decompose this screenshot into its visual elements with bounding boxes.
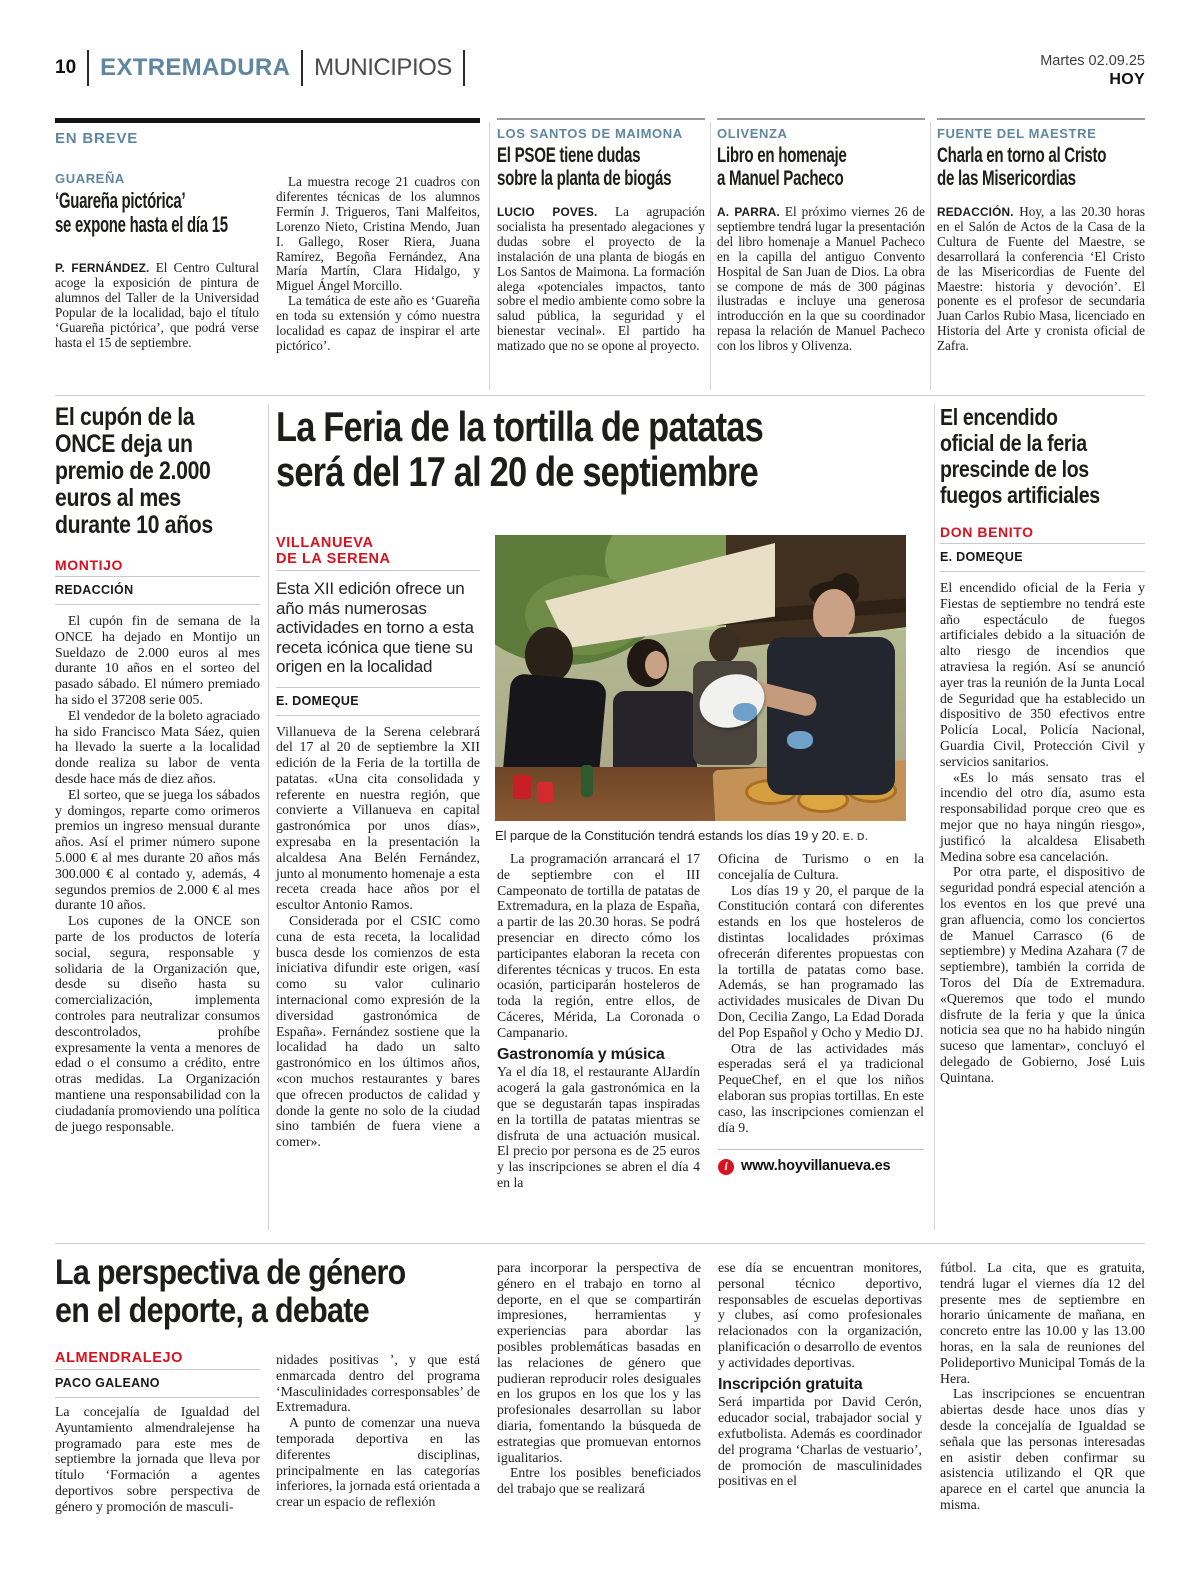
body-paragraph: Otra de las actividades más esperadas será el ya tradicional PequeChef, en el que los niños elaboran sus propias tortillas. En este caso, las inscripciones comienzan el día 9. (718, 1040, 924, 1135)
divider (489, 122, 490, 390)
body-paragraph: El sorteo, que se juega los sábados y domingos, reparte como orimeros premios un ingreso mensual durante años. Así el primer número supone 5.000 € al mes durante 20 años más 300.000 € al contado y, además, 4 segundos premios de 2.000 € al mes durante 10 años. (55, 786, 260, 913)
body-paragraph (55, 261, 259, 350)
body-paragraph: El encendido oficial de la Feria y Fiestas de septiembre no tendrá este año espectáculo de fuegos artificiales debido a la situación de alto riesgo de incendios que atraviesa la región. Así se anunció ayer tras la reunión de la Junta Local de Seguridad que ha establecido un dispositivo de 350 efectivos entre Policía Local, Policía Nacional, Guardia Civil, Protección Civil y servicios sanitarios. (940, 580, 1145, 769)
guarena-left-column (55, 171, 259, 354)
photo-person (645, 651, 667, 679)
headline-line: euros al mes (55, 484, 181, 512)
paragraph-text: Hoy, a las 20.30 horas en el Salón de Actos de la Casa de la Cultura de Fuente del Maestre, se desarrollará la conferencia ‘El Cristo de las Misericordias de Fuente del Maestre: historia y devoción’. El ponente es el profesor de secundaria Juan Carlos Rubio Masa, licenciado en Historia del Arte y cronista oficial de Zafra. (937, 204, 1146, 354)
body-paragraph: «Es lo más sensato tras el incendio del otro día, asumo esta responsabilidad porque creo que es mejor que no haya ningún riesgo», justificó la alcaldesa Elisabeth Medina sobre esa cancelación. (940, 769, 1145, 864)
genero-column-5 (940, 1260, 1145, 1513)
divider (55, 1243, 1145, 1244)
paragraph-text: El Centro Cultural acoge la exposición de pintura de alumnos del Taller de la Universidad Popular de la localidad, bajo el título ‘Guareña pictórica’, que podrá verse hasta el 15 de septiembre. (55, 260, 259, 350)
feria-column-b (718, 851, 924, 1175)
genero-column-2 (276, 1352, 480, 1510)
body-paragraph: Villanueva de la Serena celebrará del 17 al 20 de septiembre la XII edición de la Feria de la tortilla de patatas. «Una cita consolidada y referente en nuestra región, que convierte a Villanueva en capital gastronómica por unos días», expresaba en la presentación la alcaldesa Ana Belén Fernández, junto al monumento homenaje a esta receta creada hace años por el escultor Antonio Ramos. (276, 723, 480, 913)
body-paragraph: Entre los posibles beneficiados del trabajo que se realizará (497, 1465, 701, 1497)
paragraph-text: El próximo viernes 26 de septiembre tendrá lugar la presentación del libro homenaje a Manuel Pacheco en la capilla del antiguo Convento Hospital de San Juan de Dios. La obra se compone de más de 300 páginas ilustradas e incluye una generosa introducción en la que su coordinador repasa la relación de Manuel Pacheco con los libros y Olivenza. (717, 204, 926, 354)
headline-line: oficial de la feria (940, 430, 1087, 456)
genero-column-1 (55, 1404, 260, 1515)
photo-person (709, 627, 739, 663)
headline-line: de las Misericordias (937, 167, 1076, 190)
headline-line: El encendido (940, 404, 1058, 430)
photo-glove (733, 703, 757, 721)
divider (55, 1397, 260, 1398)
author-lead: A. PARRA. (717, 205, 780, 219)
photo-cook (767, 637, 895, 795)
feria-photo (495, 535, 906, 821)
info-icon: i (718, 1159, 734, 1175)
body-paragraph: Será impartida por David Cerón, educador social, trabajador social y exfutbolista. Además es coordinador del programa ‘Charlas de vestuario’, de promoción de masculinidades positivas en el (718, 1394, 922, 1489)
guarena-story (55, 171, 480, 354)
caption-text: El parque de la Constitución tendrá estands los días 19 y 20. (495, 828, 840, 843)
photo-red-cup (513, 775, 531, 799)
subhead: Inscripción gratuita (718, 1375, 863, 1393)
headline-line: fuegos artificiales (940, 482, 1100, 508)
section-title: EXTREMADURA (100, 54, 291, 81)
divider (940, 571, 1145, 572)
divider (268, 404, 269, 1230)
body-paragraph: El cupón fin de semana de la ONCE ha dejado en Montijo un Sueldazo de 2.000 euros al mes durante 10 años en el sorteo del pasado sábado. El número premiado ha sido el 37208 serie 005. (55, 613, 260, 707)
body-text (717, 205, 925, 354)
headline-line: prescinde de los (940, 456, 1089, 482)
brief-los-santos (497, 118, 705, 354)
divider (87, 50, 89, 86)
headline-line: durante 10 años (55, 511, 213, 539)
kicker-line: DE LA SERENA (276, 551, 391, 567)
body-paragraph: Por otra parte, el dispositivo de seguridad pondrá especial atención a los eventos en los que prevé una gran afluencia, como los conciertos de Manuel Carrasco (6 de septiembre) y Medina Azahara (7 de septiembre), también la corrida de Toros del Día de Extremadura. «Queremos que todo el mundo disfrute de la feria y que la única noticia sea que no ha habido ningún suceso que lamentar», concluyó el delegado de Gobierno, José Luis Quintana. (940, 864, 1145, 1085)
headline (940, 404, 1145, 508)
body-paragraph: Oficina de Turismo o en la concejalía de Cultura. (718, 851, 924, 882)
kicker-line: VILLANUEVA (276, 535, 374, 551)
divider (934, 404, 935, 1230)
headline-line: El cupón de la (55, 403, 195, 431)
brief-en-breve (55, 118, 480, 354)
feria-left-column (276, 535, 480, 1150)
body-paragraph: Los cupones de la ONCE son parte de los productos de lotería social, segura, responsable y solidaria de la Organización que, desde su diseño hasta su comercialización, implementa controles para neutralizar consumos descontrolados, prohíbe expresamente la venta a menores de edad o el consumo a crédito, entre otras medidas. La Organización mantiene una responsabilidad con la ciudadanía promoviendo una política de juego responsable. (55, 913, 260, 1134)
en-breve-label: EN BREVE (55, 130, 139, 147)
kicker: FUENTE DEL MAESTRE (937, 126, 1097, 141)
divider (55, 604, 260, 605)
byline: REDACCIÓN (55, 583, 134, 597)
feria-column-a (497, 851, 700, 1191)
body-paragraph: fútbol. La cita, que es gratuita, tendrá lugar el viernes día 12 del presente mes de septiembre en horario únicamente de mañana, en concreto entre las 10.00 y las 13.00 horas, en la sala de reuniones del Polideportivo Municipal Tomás de la Hera. (940, 1260, 1145, 1386)
divider (463, 50, 465, 86)
headline (55, 1254, 458, 1330)
body-paragraph (717, 205, 925, 354)
dateline (1040, 52, 1145, 90)
subsection-title: MUNICIPIOS (314, 54, 452, 81)
brief-fuente-del-maestre (937, 118, 1145, 354)
headline-line: La Feria de la tortilla de patatas (276, 403, 763, 450)
headline-line: premio de 2.000 (55, 457, 211, 485)
body-paragraph: El vendedor de la boleto agraciado ha sido Francisco Mata Sáez, quien ha llevado la suerte a la localidad donde realiza su labor de venta desde hace más de diez años. (55, 707, 260, 786)
kicker (276, 535, 480, 567)
encendido-story (940, 404, 1145, 1086)
body-paragraph: nidades positivas ’, y que está enmarcada dentro del programa ‘Masculinidades corresponsables’ de Extremadura. (276, 1352, 480, 1415)
headline-line: Charla en torno al Cristo (937, 144, 1107, 167)
date-text: Martes 02.09.25 (1040, 53, 1145, 69)
body-paragraph: La muestra recoge 21 cuadros con diferentes técnicas de los alumnos Fermín J. Trigueros, Tani Malfeitos, Lorenzo Nieto, Cristina Mendo, Juan I. Gallego, Roser Riera, Juana Ramírez, Begoña Fernández, Ana María Martín, Clara Hidalgo, y Miguel Ángel Morcillo. (276, 174, 480, 294)
genero-column-3 (497, 1260, 701, 1497)
body-text (276, 724, 480, 1151)
subhead: Gastronomía y música (497, 1045, 665, 1063)
body-paragraph: para incorporar la perspectiva de género en el trabajo en torno al deporte, en el que se compartirán impresiones, herramientas y experiencias para abordar las posibles problemáticas basadas en las relaciones de género que pudieran reproducir roles desiguales en los grupos en los que los y las profesionales desarrollan su labor diaria, fomentando la búsqueda de estrategias que promuevan entornos igualitarios. (497, 1260, 701, 1465)
body-paragraph (937, 205, 1145, 354)
author-lead: REDACCIÓN. (937, 205, 1014, 219)
headline (276, 404, 924, 494)
photo-caption (495, 828, 906, 843)
headline-line: La perspectiva de género (55, 1253, 406, 1292)
headline (717, 144, 925, 190)
author-lead: P. FERNÁNDEZ. (55, 261, 150, 275)
headline (937, 144, 1145, 190)
feria-story (276, 404, 924, 1230)
divider (301, 50, 303, 86)
photo-cook (813, 589, 855, 641)
body-text (55, 613, 260, 1134)
headline-line: será del 17 al 20 de septiembre (276, 448, 758, 495)
body-text (937, 205, 1145, 354)
deck: Esta XII edición ofrece un año más numerosas actividades en torno a esta receta icónica que tiene su origen en la localidad (276, 579, 474, 676)
headline-line: a Manuel Pacheco (717, 167, 844, 190)
genero-column-4 (718, 1260, 922, 1489)
divider (276, 570, 480, 571)
body-paragraph: La programación arrancará el 17 de septiembre con el III Campeonato de tortilla de patatas de Extremadura, en la plaza de España, a partir de las 20.30 horas. Se podrá presenciar en directo cómo los participantes elaboran la receta con diferentes técnicas y trucos. En esta ocasión, participarán hosteleros de toda la región, entre ellos, de Cáceres, Mérida, La Coronada o Campanario. (497, 851, 700, 1040)
kicker: OLIVENZA (717, 126, 788, 141)
headline-line: El PSOE tiene dudas (497, 144, 641, 167)
body-paragraph: La concejalía de Igualdad del Ayuntamiento almendralejense ha programado para este mes de septiembre la jornada que lleva por título ‘Formación a agentes deportivos sobre perspectiva de género y promoción de masculi- (55, 1404, 260, 1514)
body-text (940, 580, 1145, 1086)
headline-line: ONCE deja un (55, 430, 193, 458)
divider (710, 122, 711, 390)
photo-red-cup (537, 782, 553, 803)
body-paragraph: Considerada por el CSIC como cuna de esta receta, la localidad busca desde los comienzos de esta iniciativa difundir este origen, «así como su valor culinario internacional como expresión de la diversidad gastronómica de España». Fernández sostiene que la localidad ha dado un salto gastronómico en los últimos años, «con muchos restaurantes y bares que ofrecen productos de calidad y donde la gente no solo de la ciudad sino también de fuera viene a comer». (276, 913, 480, 1150)
headline-line: en el deporte, a debate (55, 1291, 369, 1330)
body-paragraph: Ya el día 18, el restaurante AlJardín acogerá la gala gastronómica en la que se degustarán tapas inspiradas en la tortilla de patatas mientras se disfruta de una actuación musical. El precio por persona es de 25 euros y las inscripciones se abren el día 4 en la (497, 1064, 700, 1190)
kicker: DON BENITO (940, 524, 1034, 540)
page-number: 10 (55, 57, 77, 78)
body-text (55, 261, 259, 350)
guarena-right-column (276, 175, 480, 354)
headline-line: se expone hasta el día 15 (55, 212, 228, 237)
headline-line: ‘Guareña pictórica’ (55, 188, 186, 213)
body-paragraph: ese día se encuentran monitores, personal técnico deportivo, responsables de escuelas deportivas y clubes, así como profesionales relacionados con la organización, planificación o desarrollo de eventos y actividades deportivas. (718, 1260, 922, 1370)
divider (55, 576, 260, 577)
body-paragraph: Las inscripciones se encuentran abiertas desde hace unos días y desde la concejalía de Igualdad se señala que las personas interesadas en asistir deben confirmar su asistencia utilizando el QR que aparece en el cartel que anuncia la misma. (940, 1386, 1145, 1512)
headline (55, 404, 260, 539)
headline (497, 144, 705, 190)
kicker: MONTIJO (55, 557, 123, 573)
divider (55, 395, 1145, 396)
kicker: LOS SANTOS DE MAIMONA (497, 126, 683, 141)
genero-byline-block (55, 1350, 260, 1401)
divider (940, 543, 1145, 544)
byline: PACO GALEANO (55, 1376, 160, 1390)
kicker: ALMENDRALEJO (55, 1350, 184, 1366)
headline-line: Libro en homenaje (717, 144, 847, 167)
body-paragraph: La temática de este año es ‘Guareña en toda su extensión y cómo nuestra localidad es capaz de inspirar el arte pictórico’. (276, 293, 480, 353)
byline: E. DOMEQUE (276, 693, 359, 708)
kicker: GUAREÑA (55, 171, 125, 186)
website-link[interactable]: www.hoyvillanueva.es (741, 1158, 891, 1175)
photo-glove (787, 731, 813, 749)
body-paragraph: Los días 19 y 20, el parque de la Constitución contará con diferentes estands en los que hosteleros de distintas localidades próximas ofrecerán diferentes propuestas con la tortilla de patatas como base. Además, se han programado las actividades musicales de Divan Du Don, Cecilia Zango, La Edad Dorada del Pop Español y Ocho y Medio DJ. (718, 882, 924, 1040)
masthead-row (55, 50, 1145, 86)
divider (930, 122, 931, 390)
author-lead: LUCIO POVES. (497, 205, 598, 219)
byline: E. DOMEQUE (940, 550, 1023, 564)
website-row (718, 1149, 924, 1175)
body-paragraph (497, 205, 705, 354)
masthead (55, 50, 1145, 98)
divider (276, 687, 480, 688)
paragraph-text: La agrupación socialista ha presentado alegaciones y dudas sobre el proyecto de la instalación de una planta de biogás en Los Santos de Maimona. La formación alega «potenciales impactos, tanto sobre el medio ambiente como sobre la salud pública, la seguridad y el bienestar vecinal». El partido ha matizado que no se opone al proyecto. (497, 204, 706, 354)
headline (55, 189, 259, 237)
body-text (497, 205, 705, 354)
photo-credit: E. D. (842, 831, 869, 843)
brand-logo: HOY (1109, 71, 1145, 89)
body-paragraph: A punto de comenzar una nueva temporada deportiva en las diferentes disciplinas, principalmente en las categorías inferiores, la jornada está orientada a crear un espacio de reflexión (276, 1415, 480, 1510)
divider (55, 1369, 260, 1370)
divider (276, 715, 480, 716)
headline-line: sobre la planta de biogás (497, 167, 672, 190)
photo-bottle (581, 765, 593, 797)
once-story (55, 404, 260, 1134)
brief-olivenza (717, 118, 925, 354)
genero-story (55, 1252, 1145, 1570)
